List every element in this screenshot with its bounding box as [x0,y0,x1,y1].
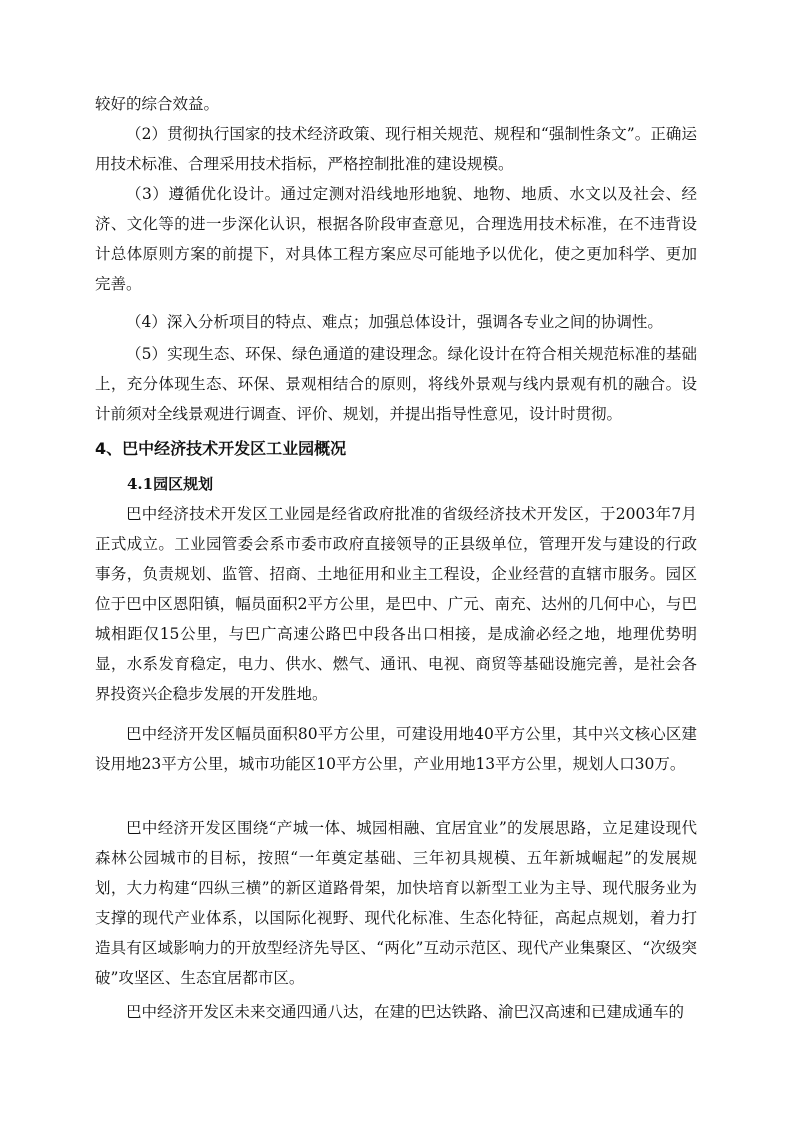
paragraph-continued: 较好的综合效益。 [95,95,220,113]
paragraph-park-overview: 巴中经济技术开发区工业园是经省政府批准的省级经济技术开发区，于2003年7月正式成立。工业园管委会系市委市政府直接领导的正县级单位，管理开发与建设的行政事务，负责规划、监管、招商、土地征用和业主工程设，企业经营的直辖市服务。园区位于巴中区恩阳镇，幅员面积2平方公里，是巴中、广元、南充、达州的几何中心，与巴城相距仅15公里，与巴广高速公路巴中段各出口相接，是成渝必经之地，地理优势明显，水系发育稳定，电力、供水、燃气、通讯、电视、商贸等基础设施完善，是社会各界投资兴企稳步发展的开发胜地。 [95,505,697,703]
subsection-heading-4-1: 4.1园区规划 [127,475,214,493]
paragraph-item-2: （2）贯彻执行国家的技术经济政策、现行相关规范、规程和“强制性条文”。正确运用技术标准、合理采用技术指标，严格控制批准的建设规模。 [95,125,697,173]
section-heading-4: 4、巴中经济技术开发区工业园概况 [95,439,347,458]
paragraph-item-3: （3）遵循优化设计。通过定测对沿线地形地貌、地物、地质、水文以及社会、经济、文化等的进一步深化认识，根据各阶段审查意见，合理选用技术标准，在不违背设计总体原则方案的前提下，对具体工程方案应尽可能地予以优化，使之更加科学、更加完善。 [95,185,697,293]
paragraph-development-plan: 巴中经济开发区围绕“产城一体、城园相融、宜居宜业”的发展思路，立足建设现代森林公园城市的目标，按照“一年奠定基础、三年初具规模、五年新城崛起”的发展规划，大力构建“四纵三横”的新区道路骨架，加快培育以新型工业为主导、现代服务业为支撑的现代产业体系，以国际化视野、现代化标准、生态化特征，高起点规划，着力打造具有区域影响力的开放型经济先导区、“两化”互动示范区、现代产业集聚区、“次级突破”攻坚区、生态宜居都市区。 [95,819,697,987]
paragraph-area-figures: 巴中经济开发区幅员面积80平方公里，可建设用地40平方公里，其中兴文核心区建设用地23平方公里，城市功能区10平方公里，产业用地13平方公里，规划人口30万。 [95,725,697,773]
paragraph-transportation: 巴中经济开发区未来交通四通八达，在建的巴达铁路、渝巴汉高速和已建成通车的 [126,1003,685,1021]
paragraph-item-4: （4）深入分析项目的特点、难点；加强总体设计，强调各专业之间的协调性。 [126,313,663,331]
paragraph-item-5: （5）实现生态、环保、绿色通道的建设理念。绿化设计在符合相关规范标准的基础上，充分体现生态、环保、景观相结合的原则，将线外景观与线内景观有机的融合。设计前须对全线景观进行调查、评价、规划，并提出指导性意见，设计时贯彻。 [95,345,697,423]
